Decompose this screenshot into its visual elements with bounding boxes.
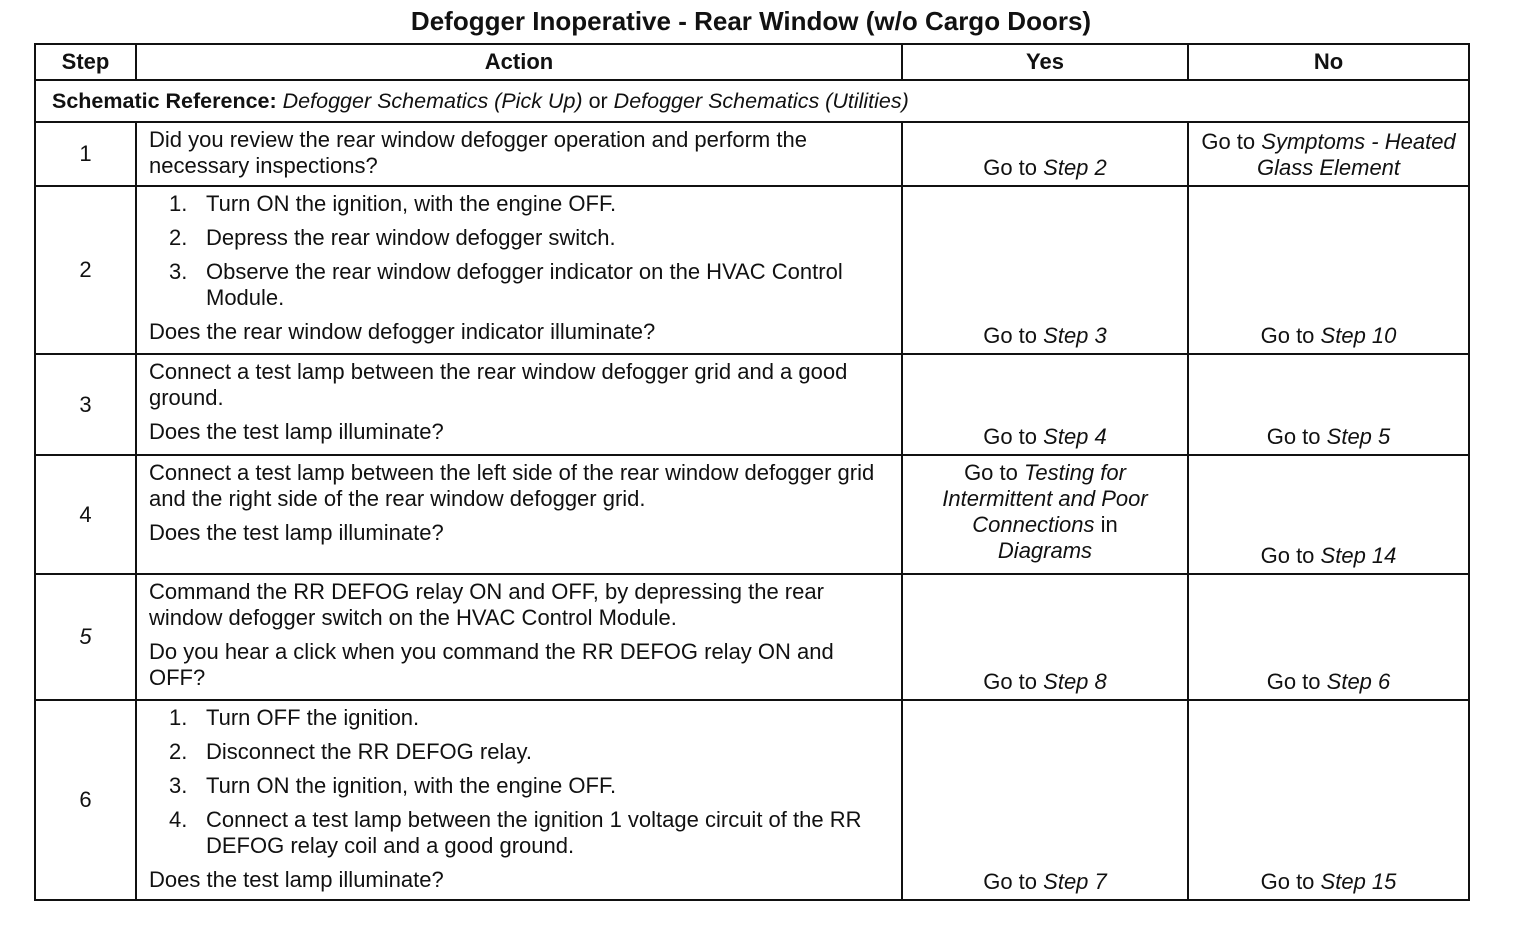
schematic-reference-row — [35, 80, 1469, 122]
action-cell — [136, 574, 902, 700]
no-cell — [1188, 574, 1469, 700]
instruction-text: Connect a test lamp between the rear window defogger grid and a good ground. — [149, 359, 848, 410]
procedure-number: 2. — [169, 225, 188, 250]
question-text: Does the test lamp illuminate? — [149, 867, 444, 892]
schematic-reference — [35, 80, 1469, 122]
reference-connector: or — [588, 89, 608, 113]
no-link[interactable]: Symptoms - Heated Glass Element — [1256, 129, 1456, 180]
procedure-item — [149, 739, 891, 765]
step-number: 1 — [35, 122, 136, 186]
step-number: 4 — [35, 455, 136, 574]
action-cell — [136, 122, 902, 186]
no-cell — [1188, 186, 1469, 354]
reference-label: Schematic Reference: — [52, 89, 277, 113]
yes-suffix-link[interactable]: Diagrams — [997, 538, 1093, 563]
header-action: Action — [136, 44, 902, 80]
table-row — [35, 700, 1469, 900]
go-to-text: Go to — [1260, 869, 1315, 894]
instruction-text: Connect a test lamp between the left side of the rear window defogger grid and the right side of the rear window defogger grid. — [149, 460, 875, 511]
question-text: Do you hear a click when you command the RR DEFOG relay ON and OFF? — [149, 639, 834, 690]
procedure-list — [149, 705, 891, 859]
reference-link-utilities[interactable]: Defogger Schematics (Utilities) — [613, 89, 909, 113]
yes-link[interactable]: Step 7 — [1043, 869, 1107, 894]
procedure-text: Observe the rear window defogger indicator on the HVAC Control Module. — [206, 259, 843, 310]
header-yes: Yes — [902, 44, 1188, 80]
diagnostic-table — [34, 43, 1470, 901]
question-text: Does the test lamp illuminate? — [149, 520, 444, 545]
yes-link[interactable]: Step 4 — [1043, 424, 1107, 449]
action-cell — [136, 186, 902, 354]
go-to-text: Go to — [964, 460, 1018, 485]
procedure-number: 3. — [169, 773, 188, 798]
header-no: No — [1188, 44, 1469, 80]
procedure-item — [149, 191, 891, 217]
yes-cell — [902, 455, 1188, 574]
no-link[interactable]: Step 6 — [1326, 669, 1391, 694]
step-number: 2 — [35, 186, 136, 354]
procedure-number: 2. — [169, 739, 188, 764]
yes-cell — [902, 122, 1188, 186]
procedure-text: Turn ON the ignition, with the engine OFF. — [206, 773, 617, 798]
step-number: 6 — [35, 700, 136, 900]
go-to-text: Go to — [1266, 669, 1321, 694]
table-row — [35, 574, 1469, 700]
no-link[interactable]: Step 5 — [1326, 424, 1391, 449]
procedure-list — [149, 191, 891, 311]
yes-cell — [902, 354, 1188, 455]
procedure-text: Connect a test lamp between the ignition 1 voltage circuit of the RR DEFOG relay coil and a good ground. — [206, 807, 862, 858]
yes-link[interactable]: Step 8 — [1043, 669, 1107, 694]
no-cell — [1188, 354, 1469, 455]
header-row — [35, 44, 1469, 80]
go-to-text: Go to — [1260, 543, 1315, 568]
yes-cell — [902, 700, 1188, 900]
action-cell — [136, 455, 902, 574]
go-to-text: Go to — [983, 424, 1038, 449]
table-row — [35, 455, 1469, 574]
yes-link[interactable]: Step 2 — [1043, 155, 1107, 180]
page-title: Defogger Inoperative - Rear Window (w/o Cargo Doors) — [410, 6, 1092, 36]
yes-link[interactable]: Step 3 — [1043, 323, 1107, 348]
table-row — [35, 354, 1469, 455]
table-row — [35, 186, 1469, 354]
question-text: Did you review the rear window defogger operation and perform the necessary inspections? — [149, 127, 807, 178]
go-to-text: Go to — [983, 155, 1038, 180]
instruction-text: Command the RR DEFOG relay ON and OFF, by depressing the rear window defogger switch on the HVAC Control Module. — [149, 579, 824, 630]
procedure-item — [149, 259, 891, 311]
no-link[interactable]: Step 15 — [1320, 869, 1397, 894]
go-to-text: Go to — [1266, 424, 1321, 449]
procedure-number: 3. — [169, 259, 188, 284]
procedure-text: Depress the rear window defogger switch. — [206, 225, 616, 250]
no-cell — [1188, 455, 1469, 574]
yes-suffix: in — [1100, 512, 1118, 537]
procedure-item — [149, 807, 891, 859]
yes-cell — [902, 574, 1188, 700]
step-number: 5 — [35, 574, 136, 700]
procedure-number: 1. — [169, 191, 188, 216]
go-to-text: Go to — [1201, 129, 1256, 154]
yes-link[interactable]: Testing for Intermittent and Poor Connections — [942, 460, 1148, 537]
procedure-text: Disconnect the RR DEFOG relay. — [206, 739, 533, 764]
no-link[interactable]: Step 14 — [1320, 543, 1397, 568]
procedure-text: Turn OFF the ignition. — [206, 705, 420, 730]
question-text: Does the rear window defogger indicator illuminate? — [149, 319, 656, 344]
go-to-text: Go to — [983, 869, 1038, 894]
reference-link-pickup[interactable]: Defogger Schematics (Pick Up) — [282, 89, 583, 113]
procedure-item — [149, 773, 891, 799]
procedure-item — [149, 705, 891, 731]
no-cell — [1188, 700, 1469, 900]
no-link[interactable]: Step 10 — [1320, 323, 1397, 348]
action-cell — [136, 700, 902, 900]
action-cell — [136, 354, 902, 455]
go-to-text: Go to — [1260, 323, 1315, 348]
go-to-text: Go to — [983, 669, 1038, 694]
procedure-number: 4. — [169, 807, 188, 832]
procedure-item — [149, 225, 891, 251]
table-row — [35, 122, 1469, 186]
question-text: Does the test lamp illuminate? — [149, 419, 444, 444]
procedure-text: Turn ON the ignition, with the engine OFF. — [206, 191, 617, 216]
header-step: Step — [35, 44, 136, 80]
go-to-text: Go to — [983, 323, 1038, 348]
step-number: 3 — [35, 354, 136, 455]
procedure-number: 1. — [169, 705, 188, 730]
no-cell — [1188, 122, 1469, 186]
yes-cell — [902, 186, 1188, 354]
